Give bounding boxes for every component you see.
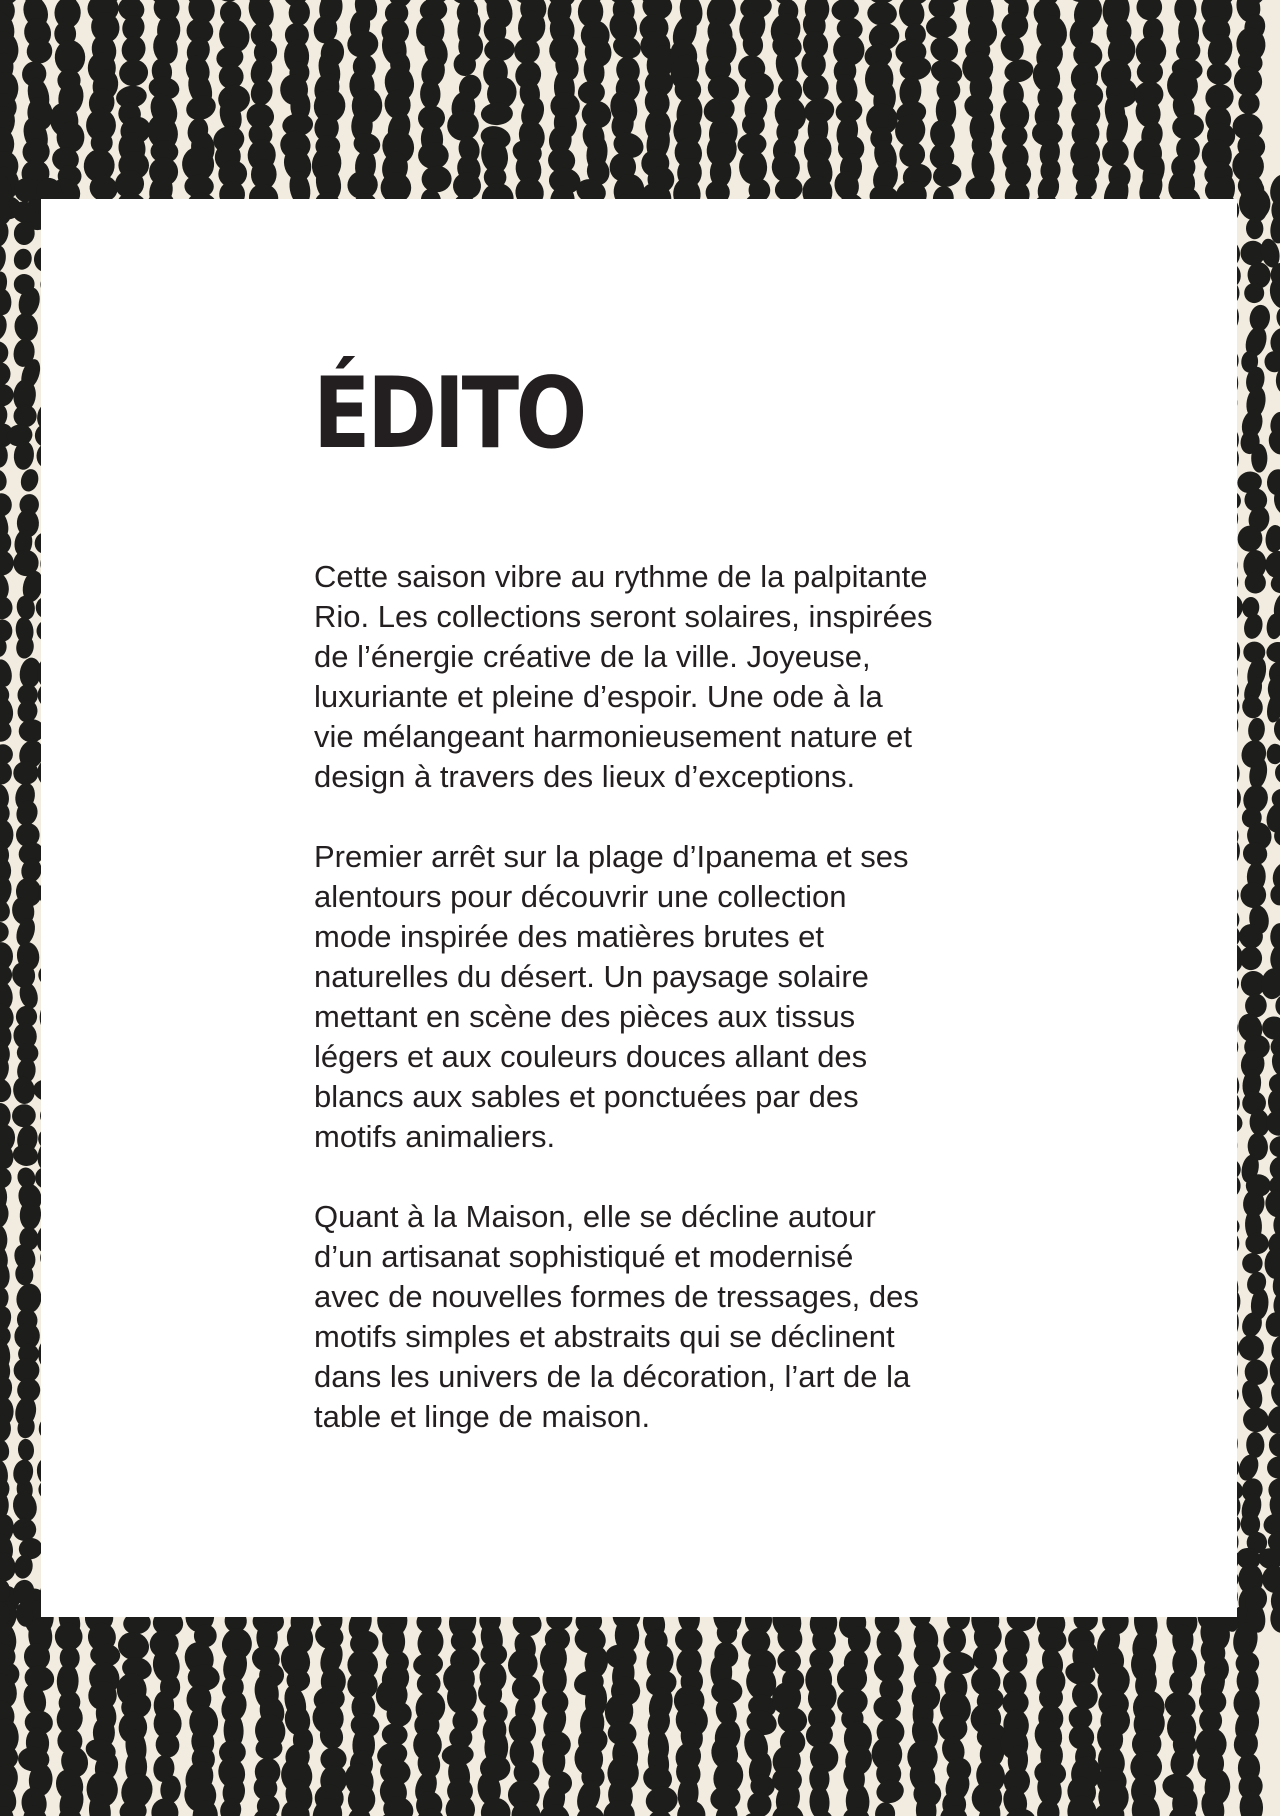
- text-line: mettant en scène des pièces aux tissus: [314, 999, 856, 1034]
- text-line: Premier arrêt sur la plage d’Ipanema et ses: [314, 839, 909, 874]
- text-line: motifs animaliers.: [314, 1119, 556, 1154]
- paragraph-ipanema: [314, 837, 1034, 1157]
- text-line: de l’énergie créative de la ville. Joyeuse,: [314, 639, 871, 674]
- text-line: design à travers des lieux d’exceptions.: [314, 759, 856, 794]
- text-line: avec de nouvelles formes de tressages, des: [314, 1279, 919, 1314]
- paragraph-intro: [314, 557, 1034, 797]
- text-line: blancs aux sables et ponctuées par des: [314, 1079, 859, 1114]
- text-line: d’un artisanat sophistiqué et modernisé: [314, 1239, 854, 1274]
- text-line: légers et aux couleurs douces allant des: [314, 1039, 868, 1074]
- text-line: dans les univers de la décoration, l’art de la: [314, 1359, 911, 1394]
- text-line: luxuriante et pleine d’espoir. Une ode à la: [314, 679, 883, 714]
- text-line: table et linge de maison.: [314, 1399, 651, 1434]
- text-line: motifs simples et abstraits qui se déclinent: [314, 1319, 895, 1354]
- text-line: naturelles du désert. Un paysage solaire: [314, 959, 869, 994]
- edito-content-panel: [41, 199, 1237, 1617]
- text-line: Quant à la Maison, elle se décline autour: [314, 1199, 876, 1234]
- page-title: ÉDITO: [313, 357, 584, 471]
- text-line: Rio. Les collections seront solaires, inspirées: [314, 599, 933, 634]
- text-line: mode inspirée des matières brutes et: [314, 919, 825, 954]
- text-line: alentours pour découvrir une collection: [314, 879, 847, 914]
- paragraph-maison: [314, 1197, 1034, 1437]
- text-line: Cette saison vibre au rythme de la palpitante: [314, 559, 928, 594]
- text-line: vie mélangeant harmonieusement nature et: [314, 719, 912, 754]
- edito-body: [314, 557, 1034, 1477]
